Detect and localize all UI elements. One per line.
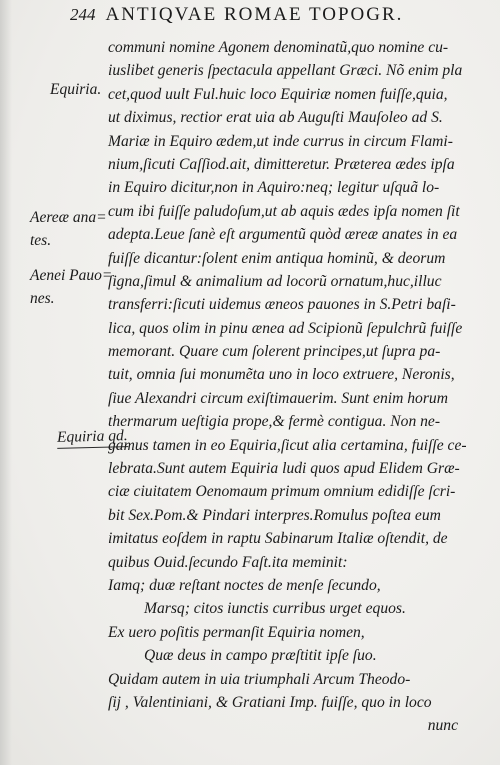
text-line: Mariæ in Equiro ædem,ut inde currus in circum Flami-	[108, 132, 453, 150]
text-line: tuit, omnia ſui monumẽta uno in loco extruere, Neronis,	[108, 366, 455, 384]
text-line: lebrata.Sunt autem Equiria ludi quos apud Elidem Græ-	[108, 460, 460, 478]
text-line: ſiue Alexandri circum exiſtimauerim. Sunt enim horum	[108, 389, 448, 407]
margin-notes	[24, 0, 129, 765]
gutter-shadow	[0, 0, 12, 765]
text-line: quibus Ouid.ſecundo Faſt.ita meminit:	[108, 553, 348, 571]
text-line: ciæ ciuitatem Oenomaum primum omnium edidiſſe ſcri-	[108, 483, 456, 501]
page-header	[70, 4, 470, 30]
text-line: nium,ſicuti Caſſiod.ait, dimitteretur. Præterea ædes ipſa	[108, 155, 455, 173]
text-line: ſij , Valentiniani, & Gratiani Imp. fuiſſe, quo in loco	[108, 693, 432, 711]
text-line: transferri:ſicuti uidemus æneos pauones in S.Petri baſi-	[108, 296, 456, 314]
page-number: 244	[70, 5, 96, 24]
margin-note-aereae-anates: Aereæ ana= tes.	[30, 209, 107, 250]
text-line: thermarum ueſtigia prope,& fermè contigua. Non ne-	[108, 413, 441, 431]
body-text	[108, 36, 488, 738]
text-line: gamus tamen in eo Equiria,ſicut alia certamina, fuiſſe ce-	[108, 436, 467, 454]
verse-line: Quæ deus in campo præſtitit ipſe ſuo.	[144, 647, 377, 665]
margin-note-equiria: Equiria.	[50, 81, 102, 98]
text-line: imitatus eoſdem in raptu Sabinarum Italiæ oſtendit, de	[108, 530, 448, 548]
text-line: cum ibi fuiſſe paludoſum,ut ab aquis ædes ipſa nomen ſit	[108, 202, 460, 220]
text-line: ſigna,ſimul & animalium ad locorũ ornatum,huc,illuc	[108, 272, 442, 290]
verse-line: Iamq; duæ reſtant noctes de menſe ſecundo,	[108, 576, 381, 594]
text-line: ut diximus, rectior erat uia ab Auguſti Mauſoleo ad S.	[108, 109, 443, 127]
catchword: nunc	[427, 717, 458, 735]
text-line: in Equiro dicitur,non in Aquiro:neq; legitur uſquã lo-	[108, 179, 440, 197]
margin-note-aenei-pauones: Aenei Pauo= nes.	[30, 267, 113, 308]
handwritten-underline: Equiria qd.	[57, 426, 128, 449]
text-line: memorant. Quare cum ſolerent principes,ut ſupra pa-	[108, 343, 441, 361]
text-line: communi nomine Agonem denominatũ,quo nomine cu-	[108, 39, 449, 56]
text-line: lica, quos olim in pinu ænea ad Scipionũ ſepulchrũ fuiſſe	[108, 319, 463, 337]
text-line: Quidam autem in uia triumphali Arcum Theodo-	[108, 670, 411, 688]
text-line: bit Sex.Pom.& Pindari interpres.Romulus poſtea eum	[108, 506, 441, 524]
text-line: cet,quod uult Ful.huic loco Equiriæ nomen fuiſſe,quia,	[108, 85, 448, 103]
text-line: adepta.Leue ſanè eſt argumentũ quòd æreæ anates in ea	[108, 226, 458, 244]
running-title: ANTIQVAE ROMAE TOPOGR.	[105, 4, 404, 25]
text-line: iuslibet generis ſpectacula appellant Græci. Nõ enim pla	[108, 62, 463, 80]
verse-line: Ex uero poſitis permanſit Equiria nomen,	[108, 623, 365, 641]
text-line: fuiſſe dicantur:ſolent enim antiqua hominũ, & deorum	[108, 249, 446, 267]
verse-line: Marsq; citos iunctis curribus urget equos.	[144, 600, 406, 618]
